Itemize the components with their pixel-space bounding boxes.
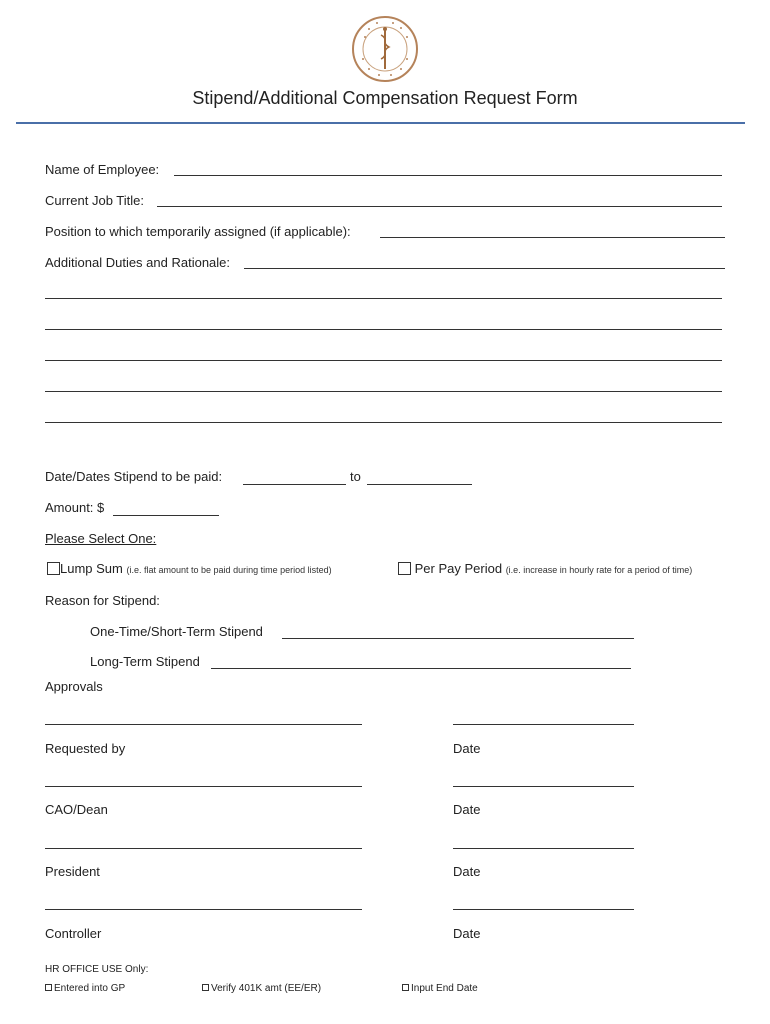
input-end-date-label: Input End Date (411, 983, 478, 994)
requested-by-label: Requested by (45, 741, 126, 756)
controller-signature-line[interactable] (45, 909, 362, 910)
entered-into-gp-checkbox[interactable] (45, 984, 52, 991)
president-label: President (45, 864, 100, 879)
temporary-position-field[interactable] (380, 237, 725, 238)
cao-dean-signature-line[interactable] (45, 786, 362, 787)
long-term-stipend-label: Long-Term Stipend (90, 654, 200, 669)
controller-date-line[interactable] (453, 909, 634, 910)
controller-label: Controller (45, 926, 102, 941)
per-pay-period-checkbox[interactable] (398, 562, 411, 575)
verify-401k-checkbox[interactable] (202, 984, 209, 991)
form-title: Stipend/Additional Compensation Request Form (192, 88, 578, 108)
lump-sum-note: (i.e. flat amount to be paid during time period listed) (126, 565, 332, 575)
cao-dean-label: CAO/Dean (45, 802, 108, 817)
name-of-employee-field[interactable] (174, 175, 722, 176)
amount-field[interactable] (113, 515, 219, 516)
requested-by-date-line[interactable] (453, 724, 634, 725)
duties-line[interactable] (45, 298, 722, 299)
one-time-stipend-label: One-Time/Short-Term Stipend (90, 624, 263, 639)
president-date-label: Date (453, 864, 481, 879)
approvals-heading: Approvals (45, 679, 103, 694)
current-job-title-label: Current Job Title: (45, 193, 144, 208)
hr-office-heading: HR OFFICE USE Only: (45, 964, 149, 975)
lump-sum-label: Lump Sum (60, 561, 123, 576)
controller-date-label: Date (453, 926, 481, 941)
duties-line[interactable] (45, 391, 722, 392)
college-seal-logo (351, 15, 419, 83)
duties-line[interactable] (45, 360, 722, 361)
requested-by-date-label: Date (453, 741, 481, 756)
lump-sum-option[interactable] (47, 562, 332, 575)
input-end-date-option[interactable] (402, 983, 478, 994)
stipend-dates-to: to (350, 469, 361, 484)
lump-sum-checkbox[interactable] (47, 562, 60, 575)
per-pay-period-label: Per Pay Period (414, 561, 503, 576)
long-term-stipend-field[interactable] (211, 668, 631, 669)
verify-401k-option[interactable] (202, 983, 321, 994)
input-end-date-checkbox[interactable] (402, 984, 409, 991)
cao-dean-date-line[interactable] (453, 786, 634, 787)
please-select-one-label: Please Select One: (45, 531, 157, 546)
cao-dean-date-label: Date (453, 802, 481, 817)
entered-into-gp-label: Entered into GP (54, 983, 126, 994)
header-divider (16, 122, 745, 124)
stipend-start-date-field[interactable] (243, 484, 346, 485)
president-signature-line[interactable] (45, 848, 362, 849)
reason-for-stipend-label: Reason for Stipend: (45, 593, 160, 608)
amount-label: Amount: $ (45, 500, 105, 515)
duties-line[interactable] (45, 422, 722, 423)
temporary-position-label: Position to which temporarily assigned (if applicable): (45, 224, 351, 239)
president-date-line[interactable] (453, 848, 634, 849)
additional-duties-field[interactable] (244, 268, 725, 269)
per-pay-period-option[interactable] (398, 562, 692, 575)
stipend-dates-label: Date/Dates Stipend to be paid: (45, 469, 223, 484)
one-time-stipend-field[interactable] (282, 638, 634, 639)
entered-into-gp-option[interactable] (45, 983, 125, 994)
requested-by-signature-line[interactable] (45, 724, 362, 725)
duties-line[interactable] (45, 329, 722, 330)
additional-duties-label: Additional Duties and Rationale: (45, 255, 231, 270)
current-job-title-field[interactable] (157, 206, 722, 207)
name-of-employee-label: Name of Employee: (45, 162, 160, 177)
stipend-end-date-field[interactable] (367, 484, 472, 485)
per-pay-period-note: (i.e. increase in hourly rate for a period of time) (505, 565, 693, 575)
verify-401k-label: Verify 401K amt (EE/ER) (211, 983, 322, 994)
